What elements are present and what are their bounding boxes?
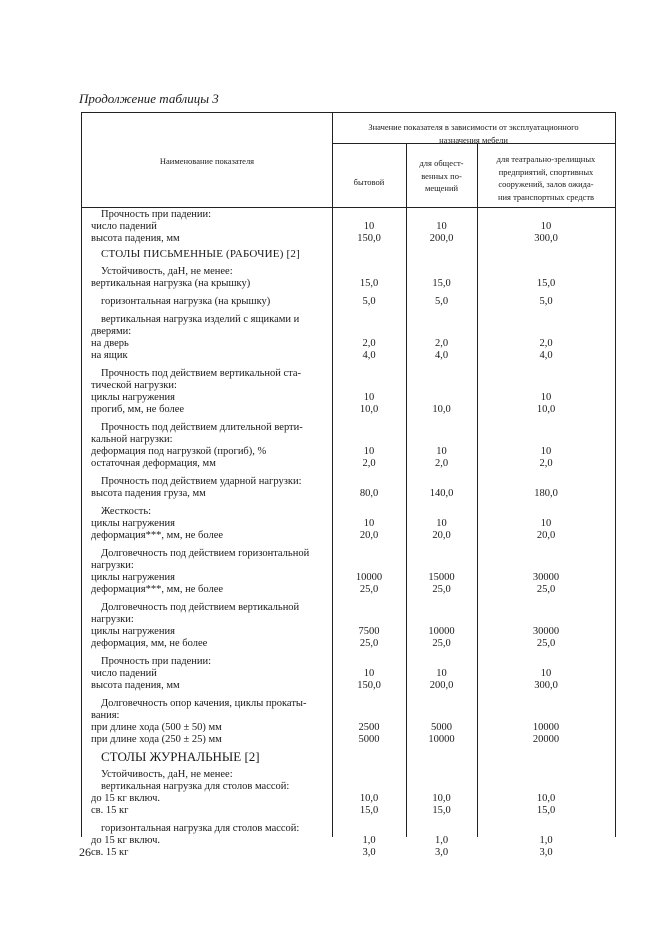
table-row — [82, 626, 615, 638]
row-label: остаточная деформация, мм — [91, 458, 216, 469]
header-bottom-rule — [82, 207, 615, 208]
row-label: Прочность под действием длительной верти- — [101, 422, 303, 433]
value-cell-col3: 10,0 — [536, 793, 556, 804]
value-cell-col2: 200,0 — [429, 233, 454, 244]
value-cell-col1: 5000 — [358, 734, 380, 745]
table-row — [82, 314, 615, 326]
section-title: СТОЛЫ ПИСЬМЕННЫЕ (РАБОЧИЕ) [2] — [101, 248, 300, 260]
table-row — [82, 680, 615, 692]
table-row — [82, 392, 615, 404]
row-label: Долговечность под действием горизонтальной — [101, 548, 310, 559]
value-cell-col3: 5,0 — [539, 296, 553, 307]
value-cell-col1: 25,0 — [359, 584, 379, 595]
table-row — [82, 668, 615, 680]
table-row — [82, 233, 615, 245]
table-row — [82, 638, 615, 650]
value-cell-col1: 20,0 — [359, 530, 379, 541]
value-cell-col2: 140,0 — [429, 488, 454, 499]
table-row — [82, 560, 615, 572]
value-cell-col2: 2,0 — [434, 458, 449, 469]
table-row — [82, 781, 615, 793]
table-row — [82, 518, 615, 530]
value-cell-col3: 20,0 — [536, 530, 556, 541]
row-label: при длине хода (500 ± 50) мм — [91, 722, 222, 733]
value-cell-col1: 10 — [363, 221, 375, 232]
table-row — [82, 476, 615, 488]
value-cell-col2: 10,0 — [432, 793, 451, 804]
value-cell-col2: 10 — [436, 221, 447, 232]
table-row — [82, 749, 615, 764]
row-label: вертикальная нагрузка (на крышку) — [91, 278, 251, 289]
header-line: мещений — [424, 183, 459, 193]
row-label: деформация***, мм, не более — [91, 530, 224, 541]
table-row — [82, 805, 615, 817]
table-row — [82, 296, 615, 308]
value-cell-col1: 2500 — [358, 722, 380, 733]
table-row — [82, 530, 615, 542]
value-cell-col2: 10000 — [428, 626, 455, 637]
value-cell-col1: 10 — [363, 446, 375, 457]
row-label: высота падения груза, мм — [91, 488, 206, 499]
table-caption: Продолжение таблицы 3 — [79, 91, 219, 106]
table-row — [82, 368, 615, 380]
row-label: на ящик — [91, 350, 128, 361]
row-label: при длине хода (250 ± 25) мм — [91, 734, 222, 745]
row-label: число падений — [91, 221, 157, 232]
section-title: СТОЛЫ ЖУРНАЛЬНЫЕ [2] — [101, 749, 260, 764]
table-row — [82, 769, 615, 781]
value-cell-col3: 30000 — [532, 626, 560, 637]
header-line: для общест- — [419, 158, 464, 168]
row-label: Прочность при падении: — [101, 656, 212, 667]
value-cell-col1: 4,0 — [362, 350, 376, 361]
table-row — [82, 278, 615, 290]
header-group-line: Значение показателя в зависимости от эксплуатационного — [368, 122, 579, 132]
value-cell-col1: 15,0 — [359, 805, 379, 816]
row-label: дверями: — [91, 326, 132, 337]
value-cell-col2: 10 — [436, 446, 447, 457]
value-cell-col2: 5,0 — [434, 296, 449, 307]
header-household — [332, 176, 406, 189]
value-cell-col1: 10 — [363, 668, 375, 679]
value-cell-col2: 15,0 — [432, 805, 451, 816]
row-label: деформация, мм, не более — [91, 638, 208, 649]
table-row — [82, 338, 615, 350]
value-cell-col2: 20,0 — [432, 530, 451, 541]
value-cell-col1: 150,0 — [357, 233, 381, 244]
row-label: тической нагрузки: — [91, 380, 177, 391]
table-row — [82, 446, 615, 458]
header-group-line: назначения мебели — [439, 134, 508, 145]
value-cell-col3: 3,0 — [539, 847, 553, 858]
table-row — [82, 656, 615, 668]
value-cell-col1: 2,0 — [362, 458, 376, 469]
table-row — [82, 584, 615, 596]
table-row — [82, 602, 615, 614]
value-cell-col1: 25,0 — [359, 638, 379, 649]
value-cell-col2: 15000 — [428, 572, 455, 583]
table-row — [82, 266, 615, 278]
value-cell-col3: 20000 — [532, 734, 560, 745]
table-row — [82, 422, 615, 434]
table-row — [82, 350, 615, 362]
value-cell-col3: 10 — [540, 518, 552, 529]
value-cell-col1: 10 — [363, 518, 375, 529]
value-cell-col1: 10 — [363, 392, 375, 403]
header-line: предприятий, спортивных — [498, 166, 594, 177]
table-row — [82, 434, 615, 446]
value-cell-col2: 15,0 — [432, 278, 451, 289]
row-label: на дверь — [91, 338, 129, 349]
value-cell-col3: 10,0 — [536, 404, 556, 415]
table-row — [82, 221, 615, 233]
header-line: бытовой — [353, 177, 385, 187]
value-cell-col2: 3,0 — [434, 847, 449, 858]
value-cell-col3: 10 — [540, 668, 552, 679]
row-label: Устойчивость, даН, не менее: — [101, 266, 233, 277]
value-cell-col3: 2,0 — [539, 338, 553, 349]
value-cell-col3: 4,0 — [539, 350, 553, 361]
table-row — [82, 823, 615, 835]
value-cell-col2: 5000 — [431, 722, 452, 733]
row-label: вертикальная нагрузка для столов массой: — [101, 781, 290, 792]
value-cell-col3: 10 — [540, 446, 552, 457]
row-label: Долговечность опор качения, циклы прокаты- — [101, 698, 307, 709]
page-number: 26 — [79, 845, 91, 859]
table-row — [82, 506, 615, 518]
row-label: деформация***, мм, не более — [91, 584, 224, 595]
value-cell-col2: 10 — [436, 518, 447, 529]
value-cell-col3: 25,0 — [536, 638, 556, 649]
value-cell-col2: 200,0 — [429, 680, 454, 691]
row-label: Жесткость: — [101, 506, 152, 517]
value-cell-col3: 300,0 — [534, 233, 558, 244]
table-row — [82, 614, 615, 626]
value-cell-col2: 4,0 — [434, 350, 449, 361]
value-cell-col3: 15,0 — [536, 278, 556, 289]
value-cell-col3: 180,0 — [534, 488, 558, 499]
header-value-group — [332, 121, 615, 146]
table-row — [82, 326, 615, 338]
header-name-column: Наименование показателя — [159, 156, 255, 166]
header-theatres-sports — [477, 153, 615, 203]
row-label: Долговечность под действием вертикальной — [101, 602, 300, 613]
row-label: высота падения, мм — [91, 233, 180, 244]
value-cell-col2: 1,0 — [434, 835, 449, 846]
value-cell-col1: 10,0 — [359, 404, 379, 415]
table-row — [82, 835, 615, 847]
table-row — [82, 488, 615, 500]
value-cell-col2: 25,0 — [432, 584, 451, 595]
value-cell-col1: 10,0 — [359, 793, 379, 804]
row-label: до 15 кг включ. — [91, 835, 161, 846]
value-cell-col3: 15,0 — [536, 805, 556, 816]
row-label: Прочность при падении: — [101, 209, 212, 220]
value-cell-col3: 30000 — [532, 572, 560, 583]
row-label: вания: — [91, 710, 120, 721]
value-cell-col1: 7500 — [358, 626, 380, 637]
row-label: высота падения, мм — [91, 680, 180, 691]
table-row — [82, 404, 615, 416]
table-row — [82, 380, 615, 392]
value-cell-col1: 15,0 — [359, 278, 379, 289]
header-line: венных по- — [421, 170, 462, 181]
row-label: циклы нагружения — [91, 626, 175, 637]
value-cell-col1: 80,0 — [359, 488, 379, 499]
row-label: Прочность под действием ударной нагрузки: — [101, 476, 302, 487]
value-cell-col2: 2,0 — [434, 338, 449, 349]
value-cell-col3: 10000 — [532, 722, 560, 733]
value-cell-col3: 10 — [540, 392, 552, 403]
row-label: циклы нагружения — [91, 572, 175, 583]
table-row — [82, 847, 615, 859]
value-cell-col3: 2,0 — [539, 458, 553, 469]
table-row — [82, 722, 615, 734]
header-public-premises — [406, 157, 477, 195]
header-line: ния транспортных средств — [497, 191, 595, 202]
row-label: св. 15 кг — [91, 847, 129, 858]
value-cell-col3: 300,0 — [534, 680, 558, 691]
header-line: для театрально-зрелищных — [496, 154, 596, 164]
row-label: Прочность под действием вертикальной ста- — [101, 368, 302, 379]
value-cell-col1: 5,0 — [362, 296, 376, 307]
value-cell-col3: 10 — [540, 221, 552, 232]
row-label: кальной нагрузки: — [91, 434, 173, 445]
table-row — [82, 548, 615, 560]
row-label: до 15 кг включ. — [91, 793, 161, 804]
row-label: горизонтальная нагрузка для столов массой: — [101, 823, 300, 834]
value-cell-col1: 10000 — [355, 572, 383, 583]
value-cell-col3: 1,0 — [539, 835, 553, 846]
row-label: нагрузки: — [91, 614, 134, 625]
row-label: деформация под нагрузкой (прогиб), % — [91, 446, 267, 457]
value-cell-col1: 1,0 — [362, 835, 376, 846]
table-row — [82, 734, 615, 746]
value-cell-col1: 2,0 — [362, 338, 376, 349]
table-body — [82, 209, 615, 859]
row-label: нагрузки: — [91, 560, 134, 571]
table-row — [82, 698, 615, 710]
value-cell-col1: 150,0 — [357, 680, 381, 691]
value-cell-col2: 10000 — [428, 734, 455, 745]
row-label: Устойчивость, даН, не менее: — [101, 769, 233, 780]
row-label: циклы нагружения — [91, 518, 175, 529]
row-label: циклы нагружения — [91, 392, 175, 403]
row-label: число падений — [91, 668, 157, 679]
row-label: горизонтальная нагрузка (на крышку) — [101, 296, 271, 307]
value-cell-col2: 25,0 — [432, 638, 451, 649]
table-row — [82, 793, 615, 805]
row-label: вертикальная нагрузка изделий с ящиками и — [101, 314, 300, 325]
value-cell-col3: 25,0 — [536, 584, 556, 595]
value-cell-col2: 10 — [436, 668, 447, 679]
row-label: св. 15 кг — [91, 805, 129, 816]
header-line: сооружений, залов ожида- — [498, 179, 594, 189]
value-cell-col1: 3,0 — [362, 847, 376, 858]
value-cell-col2: 10,0 — [432, 404, 451, 415]
table-row — [82, 209, 615, 221]
table-row — [82, 572, 615, 584]
row-label: прогиб, мм, не более — [91, 404, 185, 415]
table-row — [82, 458, 615, 470]
table-row — [82, 248, 615, 261]
table-row — [82, 710, 615, 722]
